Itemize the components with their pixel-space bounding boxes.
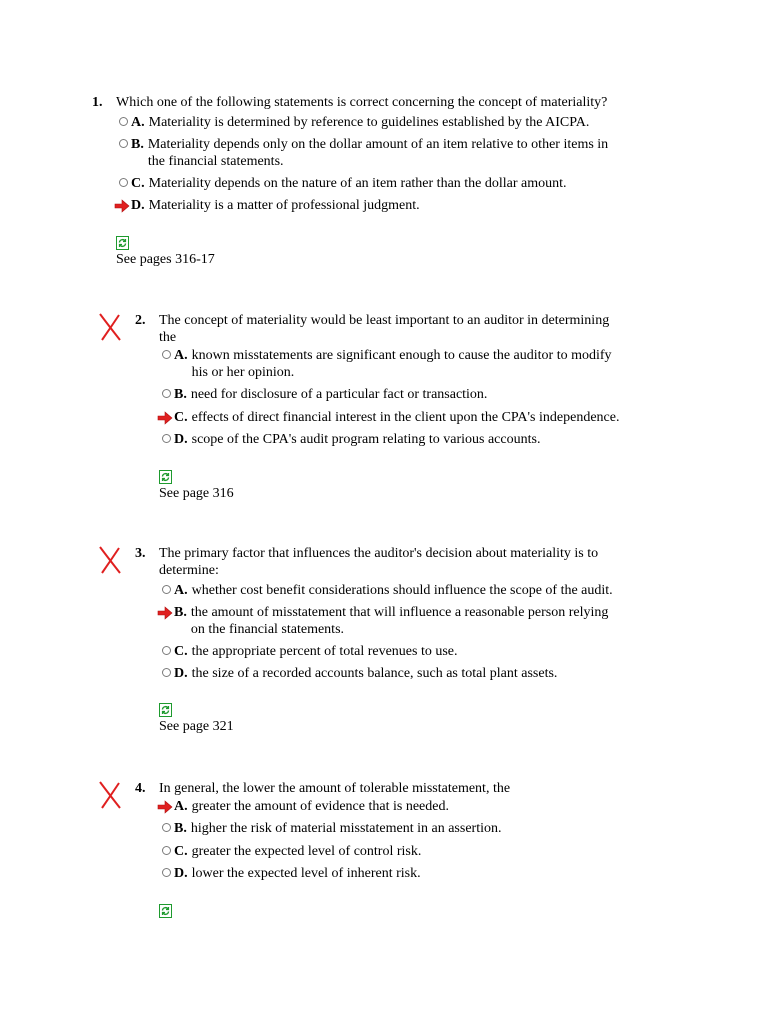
radio-button[interactable] [118,114,131,131]
radio-button[interactable] [118,175,131,192]
option-d[interactable] [161,431,540,448]
radio-button[interactable] [161,865,174,882]
option-letter: B. [131,137,144,152]
refresh-document-icon[interactable] [116,236,129,250]
option-letter: D. [174,866,188,881]
option-letter: C. [174,844,188,859]
radio-button[interactable] [161,643,174,660]
question-number: 4. [135,781,146,796]
radio-button[interactable] [161,843,174,860]
option-text: Materiality depends only on the dollar amount of an item relative to other items in [147,137,609,152]
answer-arrow-icon [114,197,131,214]
page-reference: See page 321 [159,719,234,734]
option-text: the size of a recorded accounts balance, such as total plant assets. [191,666,558,681]
option-letter: B. [174,821,187,836]
question-text: In general, the lower the amount of tolerable misstatement, the [159,781,511,796]
question-text-continuation: the [159,330,177,345]
option-a[interactable] [118,114,589,131]
question-stem [135,312,609,346]
radio-button[interactable] [161,386,174,403]
option-letter: C. [131,176,145,191]
option-c[interactable] [161,643,458,660]
option-letter: B. [174,605,187,620]
option-a[interactable] [161,582,613,599]
option-letter: B. [174,387,187,402]
radio-button[interactable] [161,665,174,682]
answer-arrow-icon [157,604,174,621]
option-b[interactable] [157,604,608,638]
option-text-continuation: the financial statements. [147,154,284,169]
option-letter: A. [174,799,188,814]
question-number: 3. [135,546,146,561]
radio-button[interactable] [161,820,174,837]
page-reference: See page 316 [159,486,234,501]
radio-button[interactable] [118,136,131,153]
question-text: Which one of the following statements is correct concerning the concept of materiality? [116,95,608,110]
option-text: scope of the CPA's audit program relating to various accounts. [191,432,541,447]
question-text: The primary factor that influences the auditor's decision about materiality is to [159,546,599,561]
option-text: known misstatements are significant enough to cause the auditor to modify [191,348,612,363]
option-letter: C. [174,644,188,659]
option-text: greater the amount of evidence that is needed. [191,799,449,814]
refresh-document-icon[interactable] [159,470,172,484]
option-d[interactable] [161,665,557,682]
option-text: whether cost benefit considerations should influence the scope of the audit. [191,583,613,598]
option-text: effects of direct financial interest in the client upon the CPA's independence. [191,410,620,425]
option-a[interactable] [161,347,612,381]
option-c[interactable] [161,843,421,860]
option-a[interactable] [157,798,449,815]
option-text: Materiality depends on the nature of an item rather than the dollar amount. [148,176,567,191]
option-text-continuation: on the financial statements. [190,622,345,637]
option-text: need for disclosure of a particular fact or transaction. [190,387,488,402]
option-letter: A. [174,348,188,363]
option-text: the appropriate percent of total revenues to use. [191,644,458,659]
option-b[interactable] [161,820,501,837]
option-letter: D. [174,432,188,447]
radio-button[interactable] [161,431,174,448]
wrong-answer-icon [97,312,123,342]
option-text: Materiality is determined by reference to guidelines established by the AICPA. [148,115,590,130]
question-number: 1. [92,95,103,110]
option-d[interactable] [161,865,421,882]
option-text: Materiality is a matter of professional judgment. [148,198,420,213]
radio-button[interactable] [161,582,174,599]
page-reference: See pages 316-17 [116,252,215,267]
question-text: The concept of materiality would be least important to an auditor in determining [159,313,610,328]
radio-button[interactable] [161,347,174,364]
question-stem [135,780,510,797]
option-letter: D. [174,666,188,681]
refresh-document-icon[interactable] [159,904,172,918]
option-text: the amount of misstatement that will influence a reasonable person relying [190,605,609,620]
question-stem [92,94,607,111]
question-number: 2. [135,313,146,328]
option-text-continuation: his or her opinion. [191,365,295,380]
option-letter: A. [131,115,145,130]
question-stem [135,545,598,579]
option-b[interactable] [161,386,487,403]
wrong-answer-icon [97,780,123,810]
option-text: greater the expected level of control risk. [191,844,422,859]
refresh-document-icon[interactable] [159,703,172,717]
option-letter: C. [174,410,188,425]
answer-arrow-icon [157,409,174,426]
option-letter: A. [174,583,188,598]
wrong-answer-icon [97,545,123,575]
option-letter: D. [131,198,145,213]
answer-arrow-icon [157,798,174,815]
option-b[interactable] [118,136,608,170]
option-text: higher the risk of material misstatement in an assertion. [190,821,502,836]
option-c[interactable] [118,175,567,192]
option-text: lower the expected level of inherent risk. [191,866,421,881]
option-d[interactable] [114,197,420,214]
option-c[interactable] [157,409,619,426]
question-text-continuation: determine: [159,563,219,578]
